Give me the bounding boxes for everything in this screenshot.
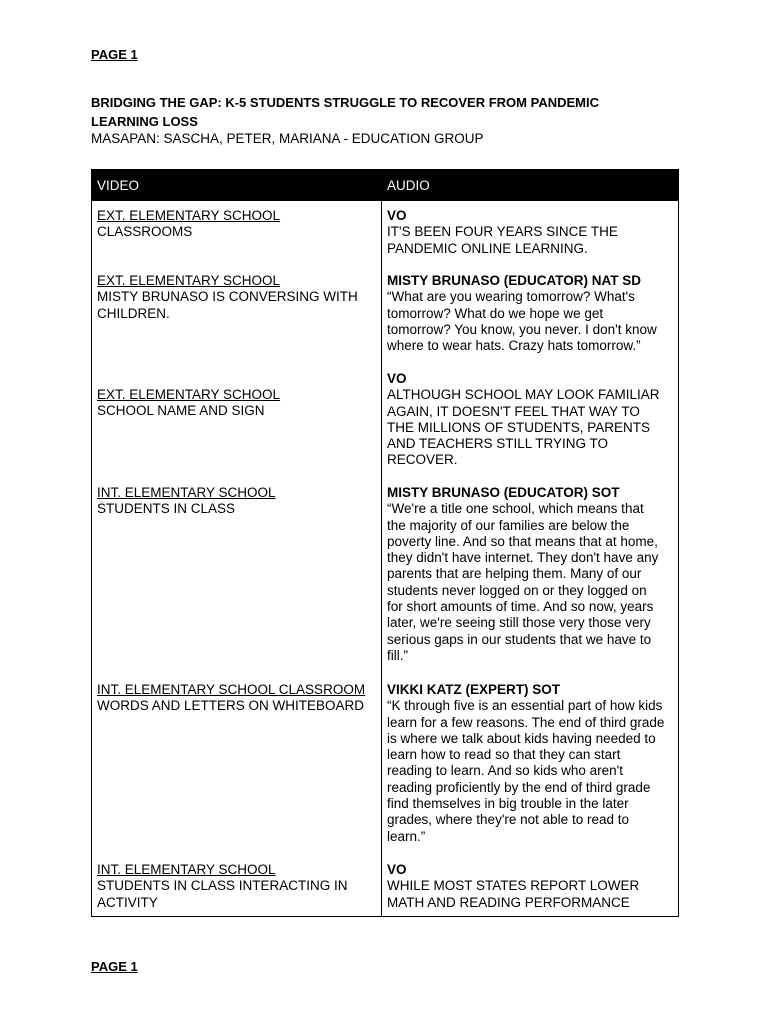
column-divider [381, 201, 382, 916]
table-body [92, 201, 678, 916]
audio-speaker: VIKKI KATZ (EXPERT) SOT [387, 682, 561, 697]
video-slug: EXT. ELEMENTARY SCHOOL [97, 387, 281, 402]
audio-speaker: VO [387, 371, 407, 386]
video-slug: INT. ELEMENTARY SCHOOL [97, 485, 276, 500]
audio-text-line: they didn't have internet. They don't have any [387, 550, 659, 566]
audio-text-line: learn.” [387, 828, 426, 844]
audio-text-line: fill.” [387, 647, 408, 663]
video-cell [97, 862, 377, 911]
audio-text-line: AND TEACHERS STILL TRYING TO [387, 436, 609, 452]
audio-text-line: where to wear hats. Crazy hats tomorrow.” [387, 338, 641, 354]
audio-text-line: learn for a few reasons. The end of third grade [387, 714, 665, 730]
video-cell [97, 208, 377, 241]
title-line-1: BRIDGING THE GAP: K-5 STUDENTS STRUGGLE TO RECOVER FROM PANDEMIC [91, 95, 599, 110]
audio-text-line: parents that are helping them. Many of our [387, 566, 642, 582]
video-desc-line: STUDENTS IN CLASS [97, 501, 236, 517]
audio-text-line: RECOVER. [387, 452, 458, 468]
audio-text-line: THE MILLIONS OF STUDENTS, PARENTS [387, 419, 651, 435]
document-subtitle: MASAPAN: SASCHA, PETER, MARIANA - EDUCATION GROUP [91, 131, 484, 146]
page-label-top: PAGE 1 [91, 47, 138, 62]
video-cell [97, 273, 377, 322]
audio-text-line: reading proficiently by the end of third grade [387, 779, 651, 795]
audio-cell [387, 682, 677, 845]
audio-text-line: “We're a title one school, which means that [387, 501, 644, 517]
audio-text-line: learn how to read so that they can start [387, 747, 621, 763]
video-desc-line: CLASSROOMS [97, 224, 193, 240]
video-slug: EXT. ELEMENTARY SCHOOL [97, 208, 281, 223]
audio-text-line: tomorrow? You know, you never. I don't know [387, 321, 657, 337]
audio-cell [387, 862, 677, 911]
audio-text-line: serious gaps in our students that we have to [387, 631, 652, 647]
header-video: VIDEO [97, 178, 140, 193]
audio-text-line: “K through five is an essential part of how kids [387, 698, 663, 714]
audio-text-line: ALTHOUGH SCHOOL MAY LOOK FAMILIAR [387, 387, 660, 403]
document-title [91, 93, 681, 131]
video-cell [97, 485, 377, 518]
audio-text-line: students never logged on or they logged on [387, 582, 647, 598]
video-desc-line: MISTY BRUNASO IS CONVERSING WITH [97, 289, 358, 305]
audio-text-line: AGAIN, IT DOESN'T FEEL THAT WAY TO [387, 403, 640, 419]
video-desc-line: ACTIVITY [97, 894, 158, 910]
audio-text-line: WHILE MOST STATES REPORT LOWER [387, 878, 640, 894]
audio-cell [387, 208, 677, 257]
audio-speaker: MISTY BRUNASO (EDUCATOR) SOT [387, 485, 620, 500]
video-desc-line: STUDENTS IN CLASS INTERACTING IN [97, 878, 348, 894]
video-desc-line: CHILDREN. [97, 305, 170, 321]
audio-text-line: the majority of our families are below the [387, 517, 630, 533]
audio-text-line: PANDEMIC ONLINE LEARNING. [387, 240, 588, 256]
audio-speaker: MISTY BRUNASO (EDUCATOR) NAT SD [387, 273, 642, 288]
audio-text-line: “What are you wearing tomorrow? What's [387, 289, 635, 305]
table-header [92, 170, 678, 201]
audio-text-line: MATH AND READING PERFORMANCE [387, 894, 630, 910]
audio-speaker: VO [387, 208, 407, 223]
audio-text-line: reading to learn. And so kids who aren't [387, 763, 623, 779]
header-audio: AUDIO [387, 178, 430, 193]
audio-cell [387, 371, 677, 469]
video-desc-line: WORDS AND LETTERS ON WHITEBOARD [97, 698, 365, 714]
audio-cell [387, 485, 677, 664]
audio-text-line: poverty line. And so that means that at home, [387, 533, 658, 549]
video-slug: EXT. ELEMENTARY SCHOOL [97, 273, 281, 288]
audio-text-line: grades, where they're not able to read to [387, 812, 629, 828]
video-slug: INT. ELEMENTARY SCHOOL [97, 862, 276, 877]
script-table [91, 169, 679, 917]
video-cell [97, 682, 377, 715]
audio-text-line: later, we're seeing still those very those very [387, 615, 651, 631]
audio-text-line: IT'S BEEN FOUR YEARS SINCE THE [387, 224, 618, 240]
audio-text-line: tomorrow? What do we hope we get [387, 305, 604, 321]
video-desc-line: SCHOOL NAME AND SIGN [97, 403, 265, 419]
audio-text-line: find themselves in big trouble in the later [387, 796, 629, 812]
audio-text-line: for short amounts of time. And so now, years [387, 599, 654, 615]
page-label-bottom: PAGE 1 [91, 959, 138, 974]
audio-cell [387, 273, 677, 354]
title-line-2: LEARNING LOSS [91, 114, 198, 129]
video-slug: INT. ELEMENTARY SCHOOL CLASSROOM [97, 682, 366, 697]
audio-text-line: is where we talk about kids having needed to [387, 730, 656, 746]
video-cell [97, 387, 377, 420]
audio-speaker: VO [387, 862, 407, 877]
